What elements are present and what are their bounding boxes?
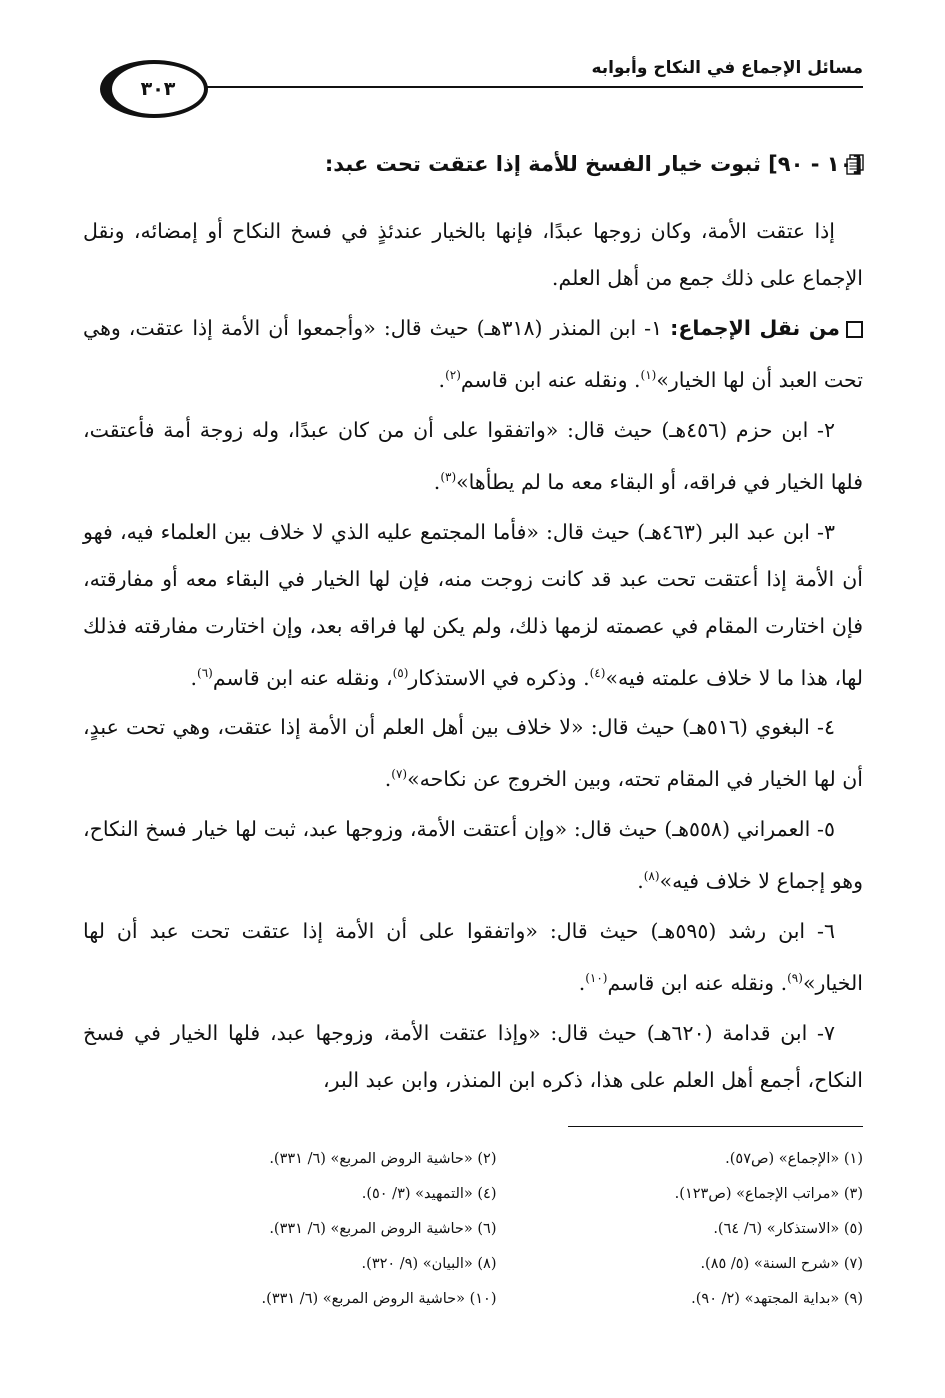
page-number-badge bbox=[100, 60, 208, 118]
paragraph-6-tail: . ونقله عنه ابن قاسم bbox=[607, 970, 788, 995]
page-number: ٣٠٣ bbox=[140, 78, 176, 100]
paragraph-6-text: ٦- ابن رشد (٥٩٥هـ) حيث قال: «واتفقوا على أن الأمة إذا عتقت تحت عبد أن لها الخيار» bbox=[83, 919, 863, 995]
paragraph-7 bbox=[83, 1010, 863, 1104]
paragraph-1-text: ١- ابن المنذر (٣١٨هـ) حيث قال: «وأجمعوا أن الأمة إذا عتقت، وهي تحت العبد أن لها الخيار» bbox=[83, 316, 863, 392]
square-bullet-icon bbox=[846, 321, 863, 338]
section-title-text: [١٠ - ٩٠] ثبوت خيار الفسخ للأمة إذا عتقت تحت عبد: bbox=[324, 152, 862, 176]
footnote-6: (٦) «حاشية الروض المربع» (٦/ ٣٣١). bbox=[269, 1221, 497, 1237]
consensus-label: من نقل الإجماع: bbox=[670, 316, 841, 340]
paragraph-5 bbox=[83, 806, 863, 905]
footnote-4: (٤) «التمهيد» (٣/ ٥٠). bbox=[361, 1186, 497, 1202]
running-title: مسائل الإجماع في النكاح وأبوابه bbox=[591, 58, 863, 78]
footnote-8: (٨) «البيان» (٩/ ٣٢٠). bbox=[361, 1256, 497, 1272]
footnote-7: (٧) «شرح السنة» (٥/ ٨٥). bbox=[700, 1256, 863, 1272]
footnote-separator bbox=[568, 1126, 863, 1127]
footnote-ref[interactable]: (١) bbox=[640, 368, 657, 382]
section-heading bbox=[90, 152, 862, 176]
paragraph-3-end: . bbox=[190, 665, 198, 690]
footnote-ref[interactable]: (٤) bbox=[589, 665, 606, 680]
paragraph-1-tail: . ونقله عنه ابن قاسم bbox=[460, 367, 641, 392]
footnote-ref[interactable]: (١٠) bbox=[585, 971, 608, 986]
footnote-ref[interactable]: (٨) bbox=[643, 869, 660, 884]
paragraph-3-mid: . وذكره في الاستذكار bbox=[408, 665, 590, 690]
footnote-ref[interactable]: (٩) bbox=[787, 971, 803, 986]
intro-text: إذا عتقت الأمة، وكان زوجها عبدًا، فإنها بالخيار عندئذٍ في فسخ النكاح أو إمضائه، ونقل الإجماع على ذلك جمع من أهل العلم. bbox=[83, 219, 863, 290]
paragraph-2 bbox=[83, 407, 863, 506]
footnote-ref[interactable]: (٧) bbox=[391, 767, 408, 782]
footnote-5: (٥) «الاستذكار» (٦/ ٦٤). bbox=[713, 1221, 863, 1237]
paragraph-1 bbox=[83, 305, 863, 404]
footnote-ref[interactable]: (٣) bbox=[440, 469, 457, 484]
footnotes bbox=[150, 1146, 863, 1312]
paragraph-6 bbox=[83, 908, 863, 1007]
paragraph-2-end: . bbox=[433, 469, 441, 494]
paragraph-6-end: . bbox=[578, 970, 586, 995]
paragraph-4-text: ٤- البغوي (٥١٦هـ) حيث قال: «لا خلاف بين أهل العلم أن الأمة إذا عتقت، وهي تحت عبدٍ، أن لها الخيار في المقام تحته، وبين الخروج عن نكاحه» bbox=[83, 715, 863, 792]
paragraph-5-text: ٥- العمراني (٥٥٨هـ) حيث قال: «وإن أعتقت الأمة، وزوجها عبد، ثبت لها خيار فسخ النكاح، وهو إجماع لا خلاف فيه» bbox=[83, 817, 863, 894]
body-text bbox=[83, 208, 863, 1107]
footnote-9: (٩) «بداية المجتهد» (٢/ ٩٠). bbox=[691, 1291, 863, 1307]
paragraph-1-end: . bbox=[438, 367, 446, 392]
paragraph-5-end: . bbox=[637, 869, 644, 894]
footnote-ref[interactable]: (٢) bbox=[445, 368, 461, 382]
paragraph-2-text: ٢- ابن حزم (٤٥٦هـ) حيث قال: «واتفقوا على أن من كان عبدًا، وله زوجة أمة فأعتقت، فلها الخيار في فراقه، أو البقاء معه ما لم يطأها» bbox=[83, 417, 863, 494]
paragraph-3-tail: ، ونقله عنه ابن قاسم bbox=[212, 665, 393, 690]
paragraph-7-text: ٧- ابن قدامة (٦٢٠هـ) حيث قال: «وإذا عتقت الأمة، وزوجها عبد، فلها الخيار في فسخ النكاح، أجمع أهل العلم على هذا، ذكره ابن المنذر، وابن عبد البر، bbox=[83, 1020, 863, 1092]
paragraph-3 bbox=[83, 509, 863, 702]
footnote-10: (١٠) «حاشية الروض المربع» (٦/ ٣٣١). bbox=[261, 1291, 497, 1307]
paragraph-3-text: ٣- ابن عبد البر (٤٦٣هـ) حيث قال: «فأما المجتمع عليه الذي لا خلاف بين العلماء فيه، فهو أن الأمة إذا أعتقت تحت عبد قد كانت زوجت منه، فإن لها الخيار في البقاء معه أو مفارقته، فإن اختارت المقام في عصمته لزمها ذلك، ولم يكن لها فراقه بعد، وإن اختارت مفارقته فذلك لها، هذا ما لا خلاف علمته فيه» bbox=[83, 519, 863, 690]
footnote-2: (٢) «حاشية الروض المربع» (٦/ ٣٣١). bbox=[269, 1151, 497, 1167]
header-rule bbox=[150, 86, 863, 88]
paragraph-4 bbox=[83, 704, 863, 803]
paragraph-4-end: . bbox=[384, 767, 392, 792]
footnote-3: (٣) «مراتب الإجماع» (ص١٢٣). bbox=[674, 1186, 863, 1202]
intro-paragraph bbox=[83, 208, 863, 302]
footnote-ref[interactable]: (٥) bbox=[392, 665, 409, 680]
footnote-1: (١) «الإجماع» (ص٥٧). bbox=[725, 1151, 863, 1167]
footnote-ref[interactable]: (٦) bbox=[197, 665, 213, 680]
